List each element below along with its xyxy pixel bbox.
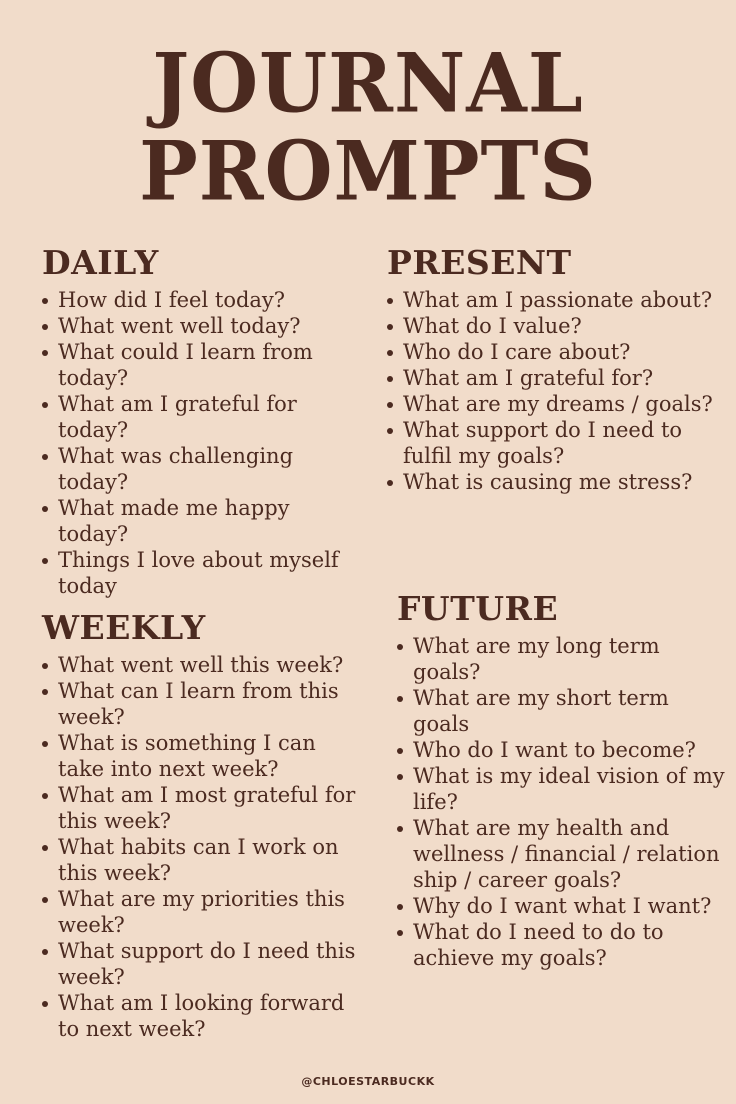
section-heading-present: PRESENT bbox=[387, 243, 572, 282]
prompt-item: What went well today? bbox=[42, 313, 362, 339]
prompt-item: What do I need to do to achieve my goals? bbox=[397, 919, 727, 971]
prompt-item: What support do I need to fulfil my goals? bbox=[387, 417, 722, 469]
section-heading-future: FUTURE bbox=[397, 589, 559, 628]
prompt-item: What habits can I work on this week? bbox=[42, 834, 362, 886]
prompt-item: What are my health and wellness / financial / relation ship / career goals? bbox=[397, 815, 727, 893]
prompt-item: What are my priorities this week? bbox=[42, 886, 362, 938]
prompt-item: How did I feel today? bbox=[42, 287, 362, 313]
prompt-item: What could I learn from today? bbox=[42, 339, 362, 391]
prompt-item: What support do I need this week? bbox=[42, 938, 362, 990]
author-handle: @CHLOESTARBUCKK bbox=[301, 1075, 435, 1088]
prompt-list-future bbox=[397, 633, 727, 971]
page-title-line1: JOURNAL bbox=[152, 35, 584, 132]
prompt-item: What am I most grateful for this week? bbox=[42, 782, 362, 834]
section-weekly bbox=[42, 608, 362, 1042]
prompt-item: What am I grateful for today? bbox=[42, 391, 362, 443]
prompt-list-daily bbox=[42, 287, 362, 599]
prompt-item: What am I grateful for? bbox=[387, 365, 722, 391]
prompt-item: What can I learn from this week? bbox=[42, 678, 362, 730]
prompt-item: What am I passionate about? bbox=[387, 287, 722, 313]
prompt-item: What are my dreams / goals? bbox=[387, 391, 722, 417]
prompt-list-weekly bbox=[42, 652, 362, 1042]
prompt-item: Why do I want what I want? bbox=[397, 893, 727, 919]
prompt-item: What are my short term goals bbox=[397, 685, 727, 737]
prompt-item: What am I looking forward to next week? bbox=[42, 990, 362, 1042]
prompt-list-present bbox=[387, 287, 722, 495]
section-future bbox=[397, 589, 727, 971]
section-heading-daily: DAILY bbox=[42, 243, 159, 282]
prompt-item: What went well this week? bbox=[42, 652, 362, 678]
prompt-item: What is something I can take into next week? bbox=[42, 730, 362, 782]
prompt-item: What are my long term goals? bbox=[397, 633, 727, 685]
prompt-item: Who do I want to become? bbox=[397, 737, 727, 763]
section-present bbox=[387, 243, 722, 495]
prompt-item: What is causing me stress? bbox=[387, 469, 722, 495]
prompt-item: Who do I care about? bbox=[387, 339, 722, 365]
prompt-item: What do I value? bbox=[387, 313, 722, 339]
prompt-item: Things I love about myself today bbox=[42, 547, 362, 599]
section-daily bbox=[42, 243, 362, 599]
section-heading-weekly: WEEKLY bbox=[42, 608, 206, 647]
prompt-item: What is my ideal vision of my life? bbox=[397, 763, 727, 815]
prompt-item: What was challenging today? bbox=[42, 443, 362, 495]
prompt-item: What made me happy today? bbox=[42, 495, 362, 547]
page-title-line2: PROMPTS bbox=[139, 123, 597, 220]
